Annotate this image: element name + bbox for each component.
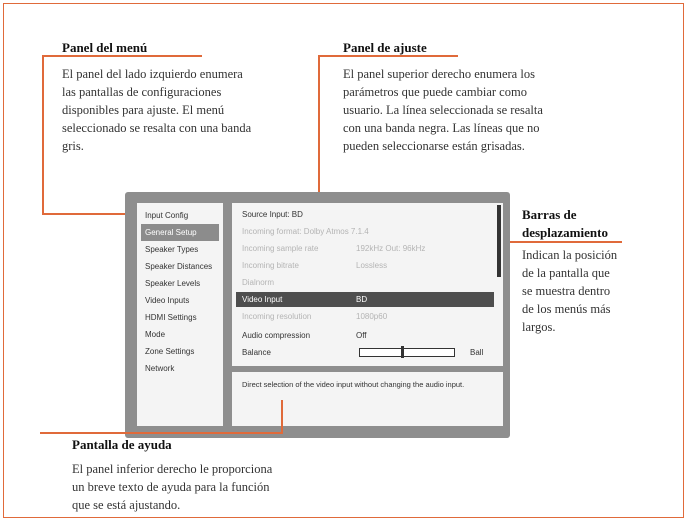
help-text: Direct selection of the video input without changing the audio input. xyxy=(242,380,465,389)
balance-slider-handle[interactable] xyxy=(401,346,404,358)
menu-desc-line: seleccionado se resalta con una banda xyxy=(62,121,252,135)
settings-row-value: Lossless xyxy=(356,261,388,270)
scroll-description xyxy=(522,246,617,336)
menu-item-zone-settings[interactable]: Zone Settings xyxy=(145,347,195,356)
menu-panel-heading: Panel del menú xyxy=(62,40,148,55)
scroll-callout-line xyxy=(500,241,622,243)
settings-panel xyxy=(232,203,503,366)
settings-row-label: Video Input xyxy=(242,295,283,304)
settings-row-source-input xyxy=(236,207,494,222)
adjust-desc-line: con una banda negra. Las líneas que no xyxy=(343,121,540,135)
settings-row-label: Incoming sample rate xyxy=(242,244,319,253)
help-desc-line: un breve texto de ayuda para la función xyxy=(72,480,270,494)
help-description xyxy=(72,460,272,514)
menu-desc-line: las pantallas de configuraciones xyxy=(62,85,222,99)
menu-item-mode[interactable]: Mode xyxy=(145,330,166,339)
menu-item-speaker-types[interactable]: Speaker Types xyxy=(145,245,199,254)
menu-item-hdmi-settings[interactable]: HDMI Settings xyxy=(145,313,197,322)
adjust-desc-line: El panel superior derecho enumera los xyxy=(343,67,535,81)
adjust-desc-line: parámetros que puede cambiar como xyxy=(343,85,527,99)
scroll-desc-line: largos. xyxy=(522,320,556,334)
menu-item-network[interactable]: Network xyxy=(145,364,175,373)
help-heading: Pantalla de ayuda xyxy=(72,437,172,452)
help-desc-line: El panel inferior derecho le proporciona xyxy=(72,462,273,476)
menu-panel-description xyxy=(62,65,251,155)
settings-row-resolution xyxy=(236,309,494,324)
menu-panel xyxy=(137,203,223,426)
menu-item-video-inputs[interactable]: Video Inputs xyxy=(145,296,190,305)
menu-item-general-setup[interactable]: General Setup xyxy=(141,224,219,241)
settings-row-label: Incoming resolution xyxy=(242,312,312,321)
scroll-desc-line: de los menús más xyxy=(522,302,611,316)
help-callout-line xyxy=(40,432,283,434)
scroll-desc-line: se muestra dentro xyxy=(522,284,611,298)
settings-row-value: 192kHz Out: 96kHz xyxy=(356,244,426,253)
scroll-heading-line: Barras de xyxy=(522,207,577,222)
settings-row-balance[interactable] xyxy=(236,345,494,360)
help-panel xyxy=(232,372,503,426)
settings-row-bitrate xyxy=(236,258,494,273)
settings-row-value: 1080p60 xyxy=(356,312,388,321)
menu-desc-line: El panel del lado izquierdo enumera xyxy=(62,67,243,81)
balance-end-label: Ball xyxy=(470,348,484,357)
menu-callout-line xyxy=(42,55,44,215)
menu-item-input-config[interactable]: Input Config xyxy=(145,211,189,220)
scroll-heading-line: desplazamiento xyxy=(522,225,608,240)
settings-row-label: Audio compression xyxy=(242,331,311,340)
scroll-desc-line: de la pantalla que xyxy=(522,266,610,280)
settings-row-label: Balance xyxy=(242,348,271,357)
menu-item-speaker-distances[interactable]: Speaker Distances xyxy=(145,262,213,271)
menu-desc-line: disponibles para ajuste. El menú xyxy=(62,103,225,117)
settings-row-audio-compression[interactable] xyxy=(236,328,494,343)
settings-scrollbar[interactable] xyxy=(497,205,501,277)
adjust-desc-line: usuario. La línea seleccionada se resalta xyxy=(343,103,543,117)
settings-row-value: BD xyxy=(356,295,368,304)
help-desc-line: que se está ajustando. xyxy=(72,498,181,512)
settings-row-dialnorm xyxy=(236,275,494,290)
adjust-panel-heading: Panel de ajuste xyxy=(343,40,427,55)
settings-row-label: Source Input: BD xyxy=(242,210,303,219)
settings-row-sample-rate xyxy=(236,241,494,256)
scroll-desc-line: Indican la posición xyxy=(522,248,618,262)
adjust-callout-line xyxy=(318,55,458,57)
settings-row-label: Incoming bitrate xyxy=(242,261,299,270)
settings-row-label: Incoming format: Dolby Atmos 7.1.4 xyxy=(242,227,369,236)
settings-row-video-input[interactable] xyxy=(236,292,494,307)
menu-item-speaker-levels[interactable]: Speaker Levels xyxy=(145,279,201,288)
settings-row-incoming-format xyxy=(236,224,494,239)
menu-callout-line xyxy=(42,55,202,57)
scroll-heading xyxy=(522,206,608,242)
balance-slider[interactable] xyxy=(359,348,455,357)
adjust-desc-line: pueden seleccionarse están grisadas. xyxy=(343,139,525,153)
settings-row-label: Dialnorm xyxy=(242,278,275,287)
help-callout-line xyxy=(281,400,283,433)
adjust-panel-description xyxy=(343,65,543,155)
settings-row-value: Off xyxy=(356,331,367,340)
menu-desc-line: gris. xyxy=(62,139,84,153)
